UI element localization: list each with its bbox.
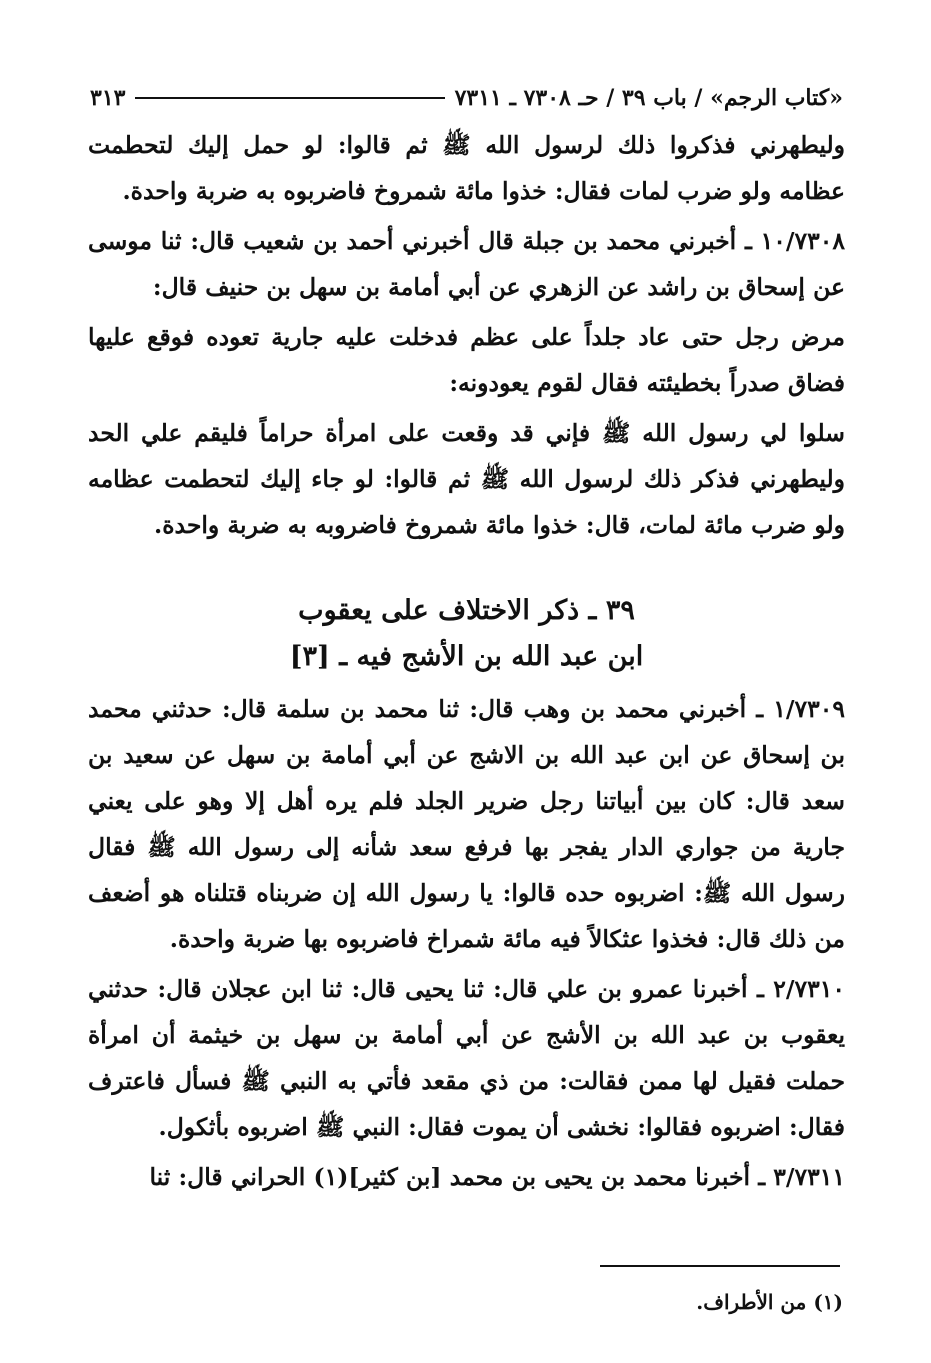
main-text <box>88 122 845 1204</box>
paragraph: مرض رجل حتى عاد جلداً على عظم فدخلت عليه جارية تعوده فوقع عليها فضاق صدراً بخطيئته فقال لقوم يعودونه: <box>88 323 845 397</box>
hadith-7309: ١/٧٣٠٩ ـ أخبرني محمد بن وهب قال: ثنا محمد بن سلمة قال: حدثني محمد بن إسحاق عن ابن عبد الله بن الاشج عن أبي أمامة بن سهل عن سعيد بن سعد قال: كان بين أبياتنا رجل ضرير الجلد فلم يره أهل إلا وهو على يعني جارية من جواري الدار يفجر بها فرفع سعد شأنه إلى رسول الله ﷺ فقال رسول الله ﷺ: اضربوه حده قالوا: يا رسول الله إن ضربناه قتلناه هو أضعف من ذلك قال: فخذوا عثكالاً فيه مائة شمراخ فاضربوه بها ضربة واحدة. <box>88 695 845 953</box>
hadith-7310: ٢/٧٣١٠ ـ أخبرنا عمرو بن علي قال: ثنا يحيى قال: ثنا ابن عجلان قال: حدثني يعقوب بن عبد الله بن الأشج عن أبي أمامة بن سهل بن خيثمة أن امرأة حملت فقيل لها ممن فقالت: من ذي مقعد فأتي به النبي ﷺ فسأل فاعترف فقال: اضربوه فقالوا: نخشى أن يموت فقال: النبي ﷺ اضربوه بأثكول. <box>88 975 845 1141</box>
header-rule <box>135 97 444 99</box>
hadith-7308: ١٠/٧٣٠٨ ـ أخبرني محمد بن جبلة قال أخبرني أحمد بن شعيب قال: ثنا موسى عن إسحاق بن راشد عن الزهري عن أبي أمامة بن سهل بن حنيف قال: <box>88 227 845 301</box>
footnote-rule <box>600 1265 840 1267</box>
chapter-heading-line1: ٣٩ ـ ذكر الاختلاف على يعقوب <box>298 595 635 626</box>
page-header <box>90 80 843 116</box>
chapter-heading-line2: ابن عبد الله بن الأشج فيه ـ [٣] <box>289 641 644 672</box>
paragraph: سلوا لي رسول الله ﷺ فإني قد وقعت على امرأة حراماً فليقم علي الحد وليطهرني فذكر ذلك لرسول الله ﷺ ثم قالوا: لو جاء إليك لتحطمت عظامه ولو ضرب مائة لمات، قال: خذوا مائة شمروخ فاضروبه به ضربة واحدة. <box>88 419 845 539</box>
footnote: (١) من الأطراف. <box>696 1290 843 1314</box>
hadith-7311: ٣/٧٣١١ ـ أخبرنا محمد بن يحيى بن محمد [بن كثير](١) الحراني قال: ثنا <box>149 1163 845 1191</box>
chapter-heading <box>88 588 845 680</box>
paragraph: وليطهرني فذكروا ذلك لرسول الله ﷺ ثم قالوا: لو حمل إليك لتحطمت عظامه ولو ضرب لمات فقال: خذوا مائة شمروخ فاضربوه به ضربة واحدة. <box>88 131 845 205</box>
page-number: ٣١٣ <box>90 85 126 111</box>
running-title: «كتاب الرجم» / باب ٣٩ / حـ ٧٣٠٨ ـ ٧٣١١ <box>454 85 843 111</box>
